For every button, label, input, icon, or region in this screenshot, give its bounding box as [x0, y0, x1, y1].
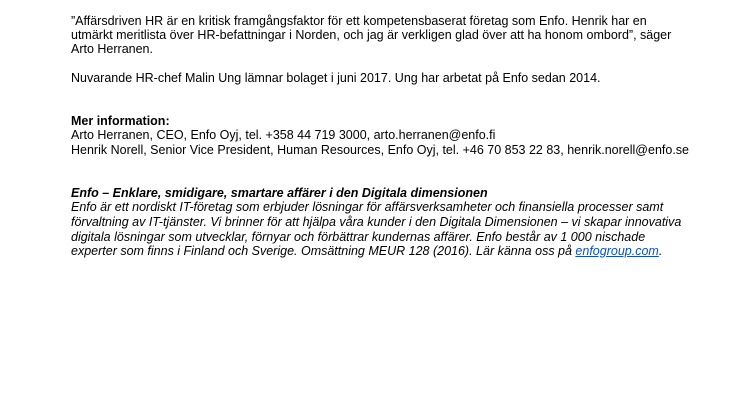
quote-line-2: utmärkt meritlista över HR-befattningar i Norden, och jag är verkligen glad över att ha honom ombord”, säger	[71, 28, 672, 42]
about-line-4-text: experter som finns i Finland och Sverige. Omsättning MEUR 128 (2016). Lär känna oss på	[71, 244, 576, 258]
about-line-1: Enfo är ett nordiskt IT-företag som erbjuder lösningar för affärsverksamheter och finansiella processer samt	[71, 200, 664, 214]
about-line-2: förvaltning av IT-tjänster. Vi brinner för att hjälpa våra kunder i den Digitala Dimensionen – vi skapar innovativa	[71, 215, 682, 229]
enfogroup-link[interactable]: enfogroup.com	[575, 244, 659, 258]
quote-line-1: ”Affärsdriven HR är en kritisk framgångsfaktor för ett kompetensbaserat företag som Enfo. Henrik har en	[71, 14, 647, 28]
contact-line-hr: Henrik Norell, Senior Vice President, Human Resources, Enfo Oyj, tel. +46 70 853 22 83, henrik.norell@enfo.se	[71, 143, 689, 157]
about-heading: Enfo – Enklare, smidigare, smartare affärer i den Digitala dimensionen	[71, 186, 488, 200]
more-info-heading: Mer information:	[71, 114, 170, 128]
about-line-4	[71, 244, 662, 258]
about-line-4-period: .	[658, 244, 663, 258]
hr-change-note: Nuvarande HR-chef Malin Ung lämnar bolaget i juni 2017. Ung har arbetat på Enfo sedan 2014.	[71, 71, 601, 85]
contact-line-ceo: Arto Herranen, CEO, Enfo Oyj, tel. +358 44 719 3000, arto.herranen@enfo.fi	[71, 128, 496, 142]
about-line-3: digitala lösningar som utvecklar, förnyar och förbättrar kundernas affärer. Enfo består av 1 000 nischade	[71, 230, 646, 244]
quote-line-3: Arto Herranen.	[71, 42, 153, 56]
